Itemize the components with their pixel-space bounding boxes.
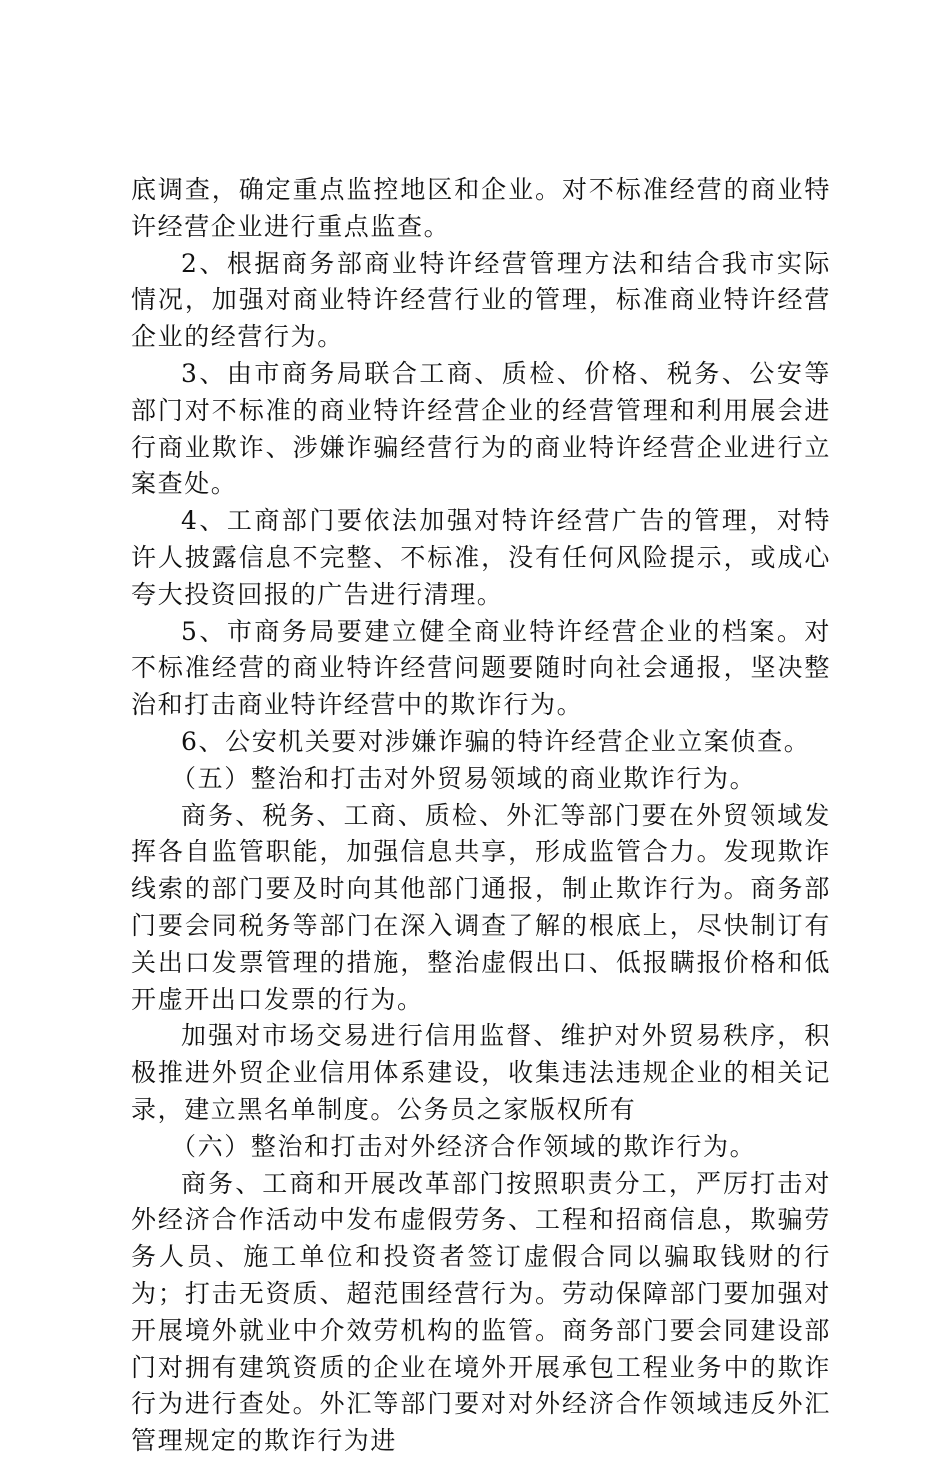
paragraph-item-3: 3、由市商务局联合工商、质检、价格、税务、公安等部门对不标准的商业特许经营企业的经营管理和利用展会进行商业欺诈、涉嫌诈骗经营行为的商业特许经营企业进行立案查处。	[131, 358, 831, 499]
paragraph-item-2: 2、根据商务部商业特许经营管理方法和结合我市实际情况，加强对商业特许经营行业的管理，标准商业特许经营企业的经营行为。	[131, 248, 831, 352]
paragraph-foreign-trade: 商务、税务、工商、质检、外汇等部门要在外贸领域发挥各自监管职能，加强信息共享，形成监管合力。发现欺诈线索的部门要及时向其他部门通报，制止欺诈行为。商务部门要会同税务等部门在深入调查了解的根底上，尽快制订有关出口发票管理的措施，整治虚假出口、低报瞒报价格和低开虚开出口发票的行为。	[131, 800, 831, 1014]
paragraph-continuation: 底调查，确定重点监控地区和企业。对不标准经营的商业特许经营企业进行重点监查。	[131, 175, 831, 241]
paragraph-credit-supervision: 加强对市场交易进行信用监督、维护对外贸易秩序，积极推进外贸企业信用体系建设，收集违法违规企业的相关记录，建立黑名单制度。公务员之家版权所有	[131, 1021, 831, 1124]
section-heading-six: （六）整治和打击对外经济合作领域的欺诈行为。	[171, 1131, 757, 1161]
paragraph-item-4: 4、工商部门要依法加强对特许经营广告的管理，对特许人披露信息不完整、不标准，没有任何风险提示，或成心夸大投资回报的广告进行清理。	[131, 506, 831, 609]
paragraph-economic-cooperation: 商务、工商和开展改革部门按照职责分工，严厉打击对外经济合作活动中发布虚假劳务、工程和招商信息，欺骗劳务人员、施工单位和投资者签订虚假合同以骗取钱财的行为；打击无资质、超范围经营行为。劳动保障部门要加强对开展境外就业中介效劳机构的监管。商务部门要会同建设部门对拥有建筑资质的企业在境外开展承包工程业务中的欺诈行为进行查处。外汇等部门要对对外经济合作领域违反外汇管理规定的欺诈行为进	[131, 1168, 831, 1456]
document-body	[131, 172, 831, 1460]
paragraph-item-6: 6、公安机关要对涉嫌诈骗的特许经营企业立案侦查。	[181, 726, 811, 756]
section-heading-five: （五）整治和打击对外贸易领域的商业欺诈行为。	[171, 763, 757, 793]
paragraph-item-5: 5、市商务局要建立健全商业特许经营企业的档案。对不标准经营的商业特许经营问题要随时向社会通报，坚决整治和打击商业特许经营中的欺诈行为。	[131, 616, 831, 720]
